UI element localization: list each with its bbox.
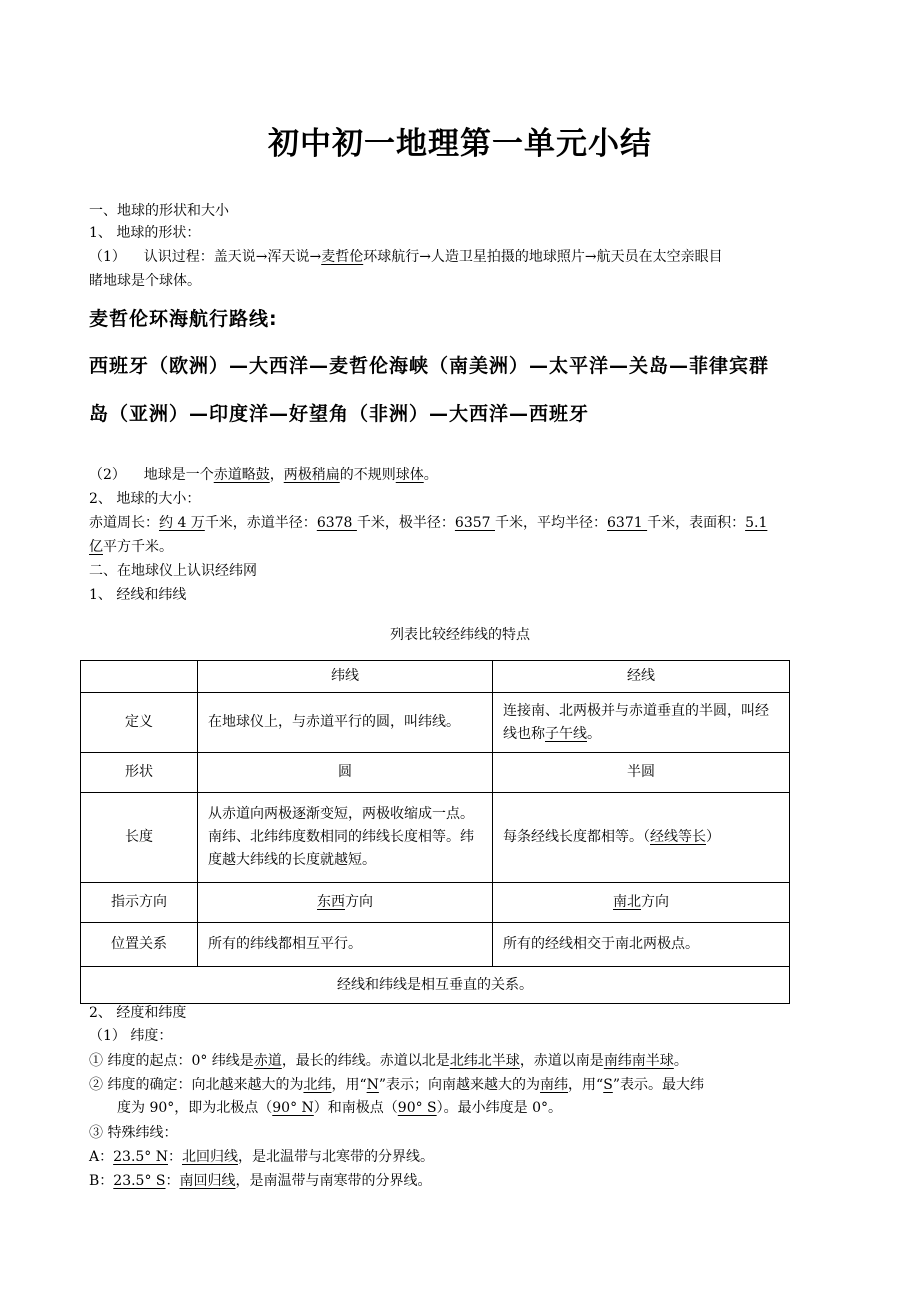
text: 千米，表面积： [647, 515, 746, 531]
text: ，用“ [568, 1077, 604, 1093]
cell-latitude [198, 883, 493, 923]
size-heading: 2、 地球的大小： [89, 491, 201, 507]
text: 。 [423, 467, 438, 483]
cell-longitude [493, 883, 790, 923]
underlined-term: 北纬北半球 [449, 1053, 520, 1069]
cell-latitude: 从赤道向两极逐渐变短，两极收缩成一点。南纬、北纬纬度数相同的纬线长度相等。纬度越大纬线的长度就越短。 [198, 793, 493, 883]
row-label: 长度 [81, 793, 198, 883]
section-1-heading: 一、地球的形状和大小 [89, 203, 229, 219]
table-footer: 经线和纬线是相互垂直的关系。 [81, 967, 790, 1004]
text: B： [89, 1173, 114, 1189]
table-row [81, 693, 790, 753]
text: 度为 90°，即为北极点（ [117, 1100, 273, 1116]
cell-longitude: 所有的经线相交于南北两极点。 [493, 923, 790, 967]
underlined-term: 90° N [272, 1100, 314, 1116]
underlined-term: 赤道略鼓 [213, 467, 270, 483]
item-number: （1） [89, 249, 126, 265]
subheading-lines: 1、 经线和纬线 [89, 587, 187, 603]
table-footer-row [81, 967, 790, 1004]
cell-latitude: 所有的纬线都相互平行。 [198, 923, 493, 967]
text: ， [269, 467, 284, 483]
text: ） [706, 829, 720, 845]
table-row [81, 793, 790, 883]
text: 千米，赤道半径： [204, 515, 317, 531]
route-line-2: 岛（亚洲）—印度洋—好望角（非洲）—大西洋—西班牙 [89, 403, 590, 425]
underlined-term: 球体 [395, 467, 424, 483]
text: 的不规则 [339, 467, 396, 483]
underlined-term: 南纬南半球 [603, 1053, 674, 1069]
underlined-value: 亿 [89, 539, 103, 555]
cell-longitude: 半圆 [493, 753, 790, 793]
text: ① 纬度的起点：0° 纬线是 [89, 1053, 254, 1069]
header-blank [81, 661, 198, 693]
text: ② 纬度的确定：向北越来越大的为 [89, 1077, 304, 1093]
cell-latitude: 圆 [198, 753, 493, 793]
page-title: 初中初一地理第一单元小结 [268, 126, 652, 162]
size-line-1 [89, 512, 832, 534]
table-row [81, 923, 790, 967]
text: ”表示；向南越来越大的为 [378, 1077, 541, 1093]
section-2-heading: 二、在地球仪上认识经纬网 [89, 563, 257, 579]
table-row [81, 753, 790, 793]
text: 千米，平均半径： [495, 515, 607, 531]
special-latitude-b [89, 1170, 832, 1192]
text: 千米，极半径： [356, 515, 455, 531]
text: 。 [587, 725, 601, 742]
underlined-term: 麦哲伦 [321, 249, 364, 265]
text: ，最长的纬线。赤道以北是 [281, 1053, 450, 1069]
header-latitude: 纬线 [198, 661, 493, 693]
row-label: 定义 [81, 693, 198, 753]
text: ，赤道以南是 [519, 1053, 604, 1069]
comparison-table [80, 660, 790, 1004]
underlined-term: 南回归线 [179, 1173, 236, 1189]
text: 方向 [641, 894, 669, 910]
underlined-term: S [603, 1077, 613, 1093]
text: 地球是一个 [143, 467, 214, 483]
subheading-degrees: 2、 经度和纬度 [89, 1005, 187, 1021]
underlined-value: 23.5° N [113, 1149, 168, 1165]
item-number: （2） [89, 467, 126, 483]
underlined-value: 5.1 [745, 515, 768, 531]
table-caption: 列表比较经纬线的特点 [390, 627, 530, 643]
underlined-term: 经线等长 [650, 829, 706, 845]
route-line-1: 西班牙（欧洲）—大西洋—麦哲伦海峡（南美洲）—太平洋—关岛—菲律宾群 [89, 355, 770, 377]
text: ，是北温带与北寒带的分界线。 [238, 1149, 434, 1165]
underlined-term: N [366, 1077, 379, 1093]
text: A： [89, 1149, 114, 1165]
latitude-point-2-cont [117, 1097, 832, 1119]
text: ”表示。最大纬 [612, 1077, 704, 1093]
cell-longitude [493, 793, 790, 883]
text: 每条经线长度都相等。（ [503, 829, 650, 845]
underlined-value: 约 4 万 [159, 515, 205, 531]
underlined-term: 北回归线 [182, 1149, 238, 1165]
underlined-value: 23.5° S [113, 1173, 166, 1189]
text: 认识过程：盖天说→浑天说→ [143, 249, 322, 265]
table-row [81, 883, 790, 923]
route-title: 麦哲伦环海航行路线: [89, 308, 278, 330]
underlined-value: 6378 [316, 515, 357, 531]
text: 环球航行→人造卫星拍摄的地球照片→航天员在太空亲眼目 [363, 249, 723, 265]
text: 。 [673, 1053, 688, 1069]
underlined-value: 6371 [607, 515, 648, 531]
table-header-row [81, 661, 790, 693]
text: ，用“ [331, 1077, 367, 1093]
size-line-2 [89, 536, 832, 558]
latitude-point-3: ③ 特殊纬线： [89, 1125, 178, 1141]
row-label: 位置关系 [81, 923, 198, 967]
special-latitude-a [89, 1146, 832, 1168]
text: 方向 [345, 894, 373, 910]
underlined-value: 6357 [454, 515, 495, 531]
text: 赤道周长： [89, 515, 159, 531]
shape-heading: 1、 地球的形状： [89, 225, 201, 241]
text: ： [168, 1149, 182, 1165]
paragraph-cognition-2: 睹地球是个球体。 [89, 273, 201, 289]
latitude-point-1 [89, 1050, 832, 1072]
latitude-point-2 [89, 1074, 832, 1096]
underlined-term: 东西 [317, 894, 345, 910]
underlined-term: 子午线 [545, 725, 587, 742]
header-longitude: 经线 [493, 661, 790, 693]
text: ： [165, 1173, 180, 1189]
row-label: 指示方向 [81, 883, 198, 923]
paragraph-shape [89, 464, 832, 486]
text: 平方千米。 [103, 539, 173, 555]
underlined-term: 南纬 [540, 1077, 569, 1093]
underlined-term: 南北 [613, 894, 641, 910]
paragraph-cognition-1 [89, 246, 832, 268]
underlined-term: 北纬 [303, 1077, 332, 1093]
cell-longitude [493, 693, 790, 753]
text: 连接南、北两极并与赤道垂直的半圆，叫经线也称 [503, 702, 769, 742]
text: ，是南温带与南寒带的分界线。 [235, 1173, 432, 1189]
latitude-heading: （1） 纬度： [89, 1028, 173, 1044]
text: ）和南极点（ [313, 1100, 398, 1116]
underlined-term: 两极稍扁 [283, 467, 340, 483]
underlined-term: 90° S [397, 1100, 437, 1116]
cell-latitude: 在地球仪上，与赤道平行的圆，叫纬线。 [198, 693, 493, 753]
text: ）。最小纬度是 0°。 [436, 1100, 562, 1116]
underlined-term: 赤道 [253, 1053, 282, 1069]
row-label: 形状 [81, 753, 198, 793]
